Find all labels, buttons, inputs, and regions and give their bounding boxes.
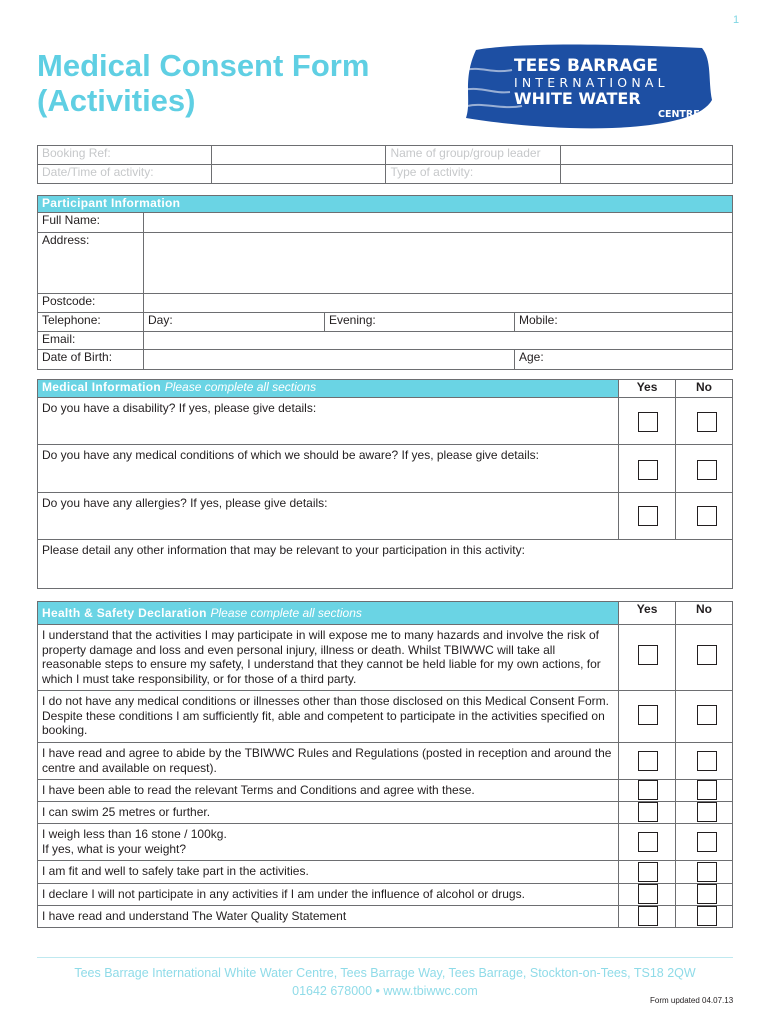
logo-line2: INTERNATIONAL xyxy=(514,75,669,90)
health-s6: I weigh less than 16 stone / 100kg. If yes, what is your weight? xyxy=(38,824,619,861)
booking-ref-field[interactable] xyxy=(211,146,386,165)
health-no-header: No xyxy=(676,602,733,625)
age-label: Age: xyxy=(519,350,544,364)
medical-table xyxy=(37,379,733,589)
dob-field[interactable] xyxy=(144,350,515,370)
health-heading: Health & Safety Declaration Please complete all sections xyxy=(38,602,619,625)
health-s1-no-checkbox[interactable] xyxy=(697,645,717,665)
health-s9: I have read and understand The Water Quality Statement xyxy=(38,906,619,928)
health-s2-yes-checkbox[interactable] xyxy=(638,705,658,725)
medical-q3: Do you have any allergies? If yes, please give details: xyxy=(38,493,619,540)
health-s9-no-checkbox[interactable] xyxy=(697,906,717,926)
logo-line4: CENTRE xyxy=(658,109,700,120)
postcode-field[interactable] xyxy=(144,294,733,313)
page-title: Medical Consent Form xyxy=(37,48,370,83)
date-time-field[interactable] xyxy=(211,165,386,184)
logo-line3: WHITE WATER xyxy=(514,89,641,108)
health-s2: I do not have any medical conditions or illnesses other than those disclosed on this Medical Consent Form. Despite these conditions I am sufficiently fit, able and competent to participate in the activities specified on booking. xyxy=(38,691,619,743)
health-s9-yes-checkbox[interactable] xyxy=(638,906,658,926)
medical-q3-yes-checkbox[interactable] xyxy=(638,506,658,526)
health-s4: I have been able to read the relevant Terms and Conditions and agree with these. xyxy=(38,780,619,802)
health-s8-no-checkbox[interactable] xyxy=(697,884,717,904)
booking-ref-label: Booking Ref: xyxy=(38,146,212,165)
page-number: 1 xyxy=(733,14,740,26)
medical-q2-no-checkbox[interactable] xyxy=(697,460,717,480)
health-table xyxy=(37,601,733,928)
medical-note: Please complete all sections xyxy=(164,380,317,394)
health-s3-no-checkbox[interactable] xyxy=(697,751,717,771)
address-field[interactable] xyxy=(144,233,733,294)
participant-heading: Participant Information xyxy=(38,196,733,213)
participant-table xyxy=(37,195,733,370)
tbiwwc-logo xyxy=(462,40,714,130)
medical-yes-header: Yes xyxy=(619,380,676,398)
day-label: Day: xyxy=(148,313,173,327)
form-updated: Form updated 04.07.13 xyxy=(650,996,734,1005)
logo-line1: TEES BARRAGE xyxy=(514,56,659,76)
activity-type-label: Type of activity: xyxy=(386,165,561,184)
footer-divider xyxy=(37,957,733,958)
medical-no-header: No xyxy=(676,380,733,398)
age-field[interactable] xyxy=(515,350,733,370)
telephone-label: Telephone: xyxy=(38,313,144,332)
postcode-label: Postcode: xyxy=(38,294,144,313)
health-s3-yes-checkbox[interactable] xyxy=(638,751,658,771)
health-s5-yes-checkbox[interactable] xyxy=(638,802,658,822)
health-s1: I understand that the activities I may participate in will expose me to many hazards and involve the risk of property damage and loss and even personal injury, illness or death. Whilst TBIWWC will take all reasonable steps to ensure my safety, I understand that they cannot be held liable for my own actions, for which I must take responsibility, or for those of a third party. xyxy=(38,625,619,691)
date-time-label: Date/Time of activity: xyxy=(38,165,212,184)
page-subtitle: (Activities) xyxy=(37,83,196,118)
medical-q1-yes-checkbox[interactable] xyxy=(638,412,658,432)
health-s4-yes-checkbox[interactable] xyxy=(638,780,658,800)
footer-address: Tees Barrage International White Water Centre, Tees Barrage Way, Tees Barrage, Stockton-on-Tees, TS18 2QW xyxy=(74,966,696,980)
medical-heading: Medical Information Please complete all sections xyxy=(38,380,619,398)
health-s6-no-checkbox[interactable] xyxy=(697,832,717,852)
evening-phone-field[interactable] xyxy=(325,313,515,332)
booking-table xyxy=(37,145,733,184)
health-s1-yes-checkbox[interactable] xyxy=(638,645,658,665)
health-s3: I have read and agree to abide by the TBIWWC Rules and Regulations (posted in reception and around the centre and available on request). xyxy=(38,743,619,780)
footer-contact: 01642 678000 • www.tbiwwc.com xyxy=(292,984,478,998)
health-s5-no-checkbox[interactable] xyxy=(697,802,717,822)
day-phone-field[interactable] xyxy=(144,313,325,332)
mobile-phone-field[interactable] xyxy=(515,313,733,332)
medical-q2: Do you have any medical conditions of which we should be aware? If yes, please give details: xyxy=(38,445,619,493)
full-name-label: Full Name: xyxy=(38,213,144,233)
health-s2-no-checkbox[interactable] xyxy=(697,705,717,725)
dob-label: Date of Birth: xyxy=(38,350,144,370)
health-s7-no-checkbox[interactable] xyxy=(697,862,717,882)
email-label: Email: xyxy=(38,332,144,350)
address-label: Address: xyxy=(38,233,144,294)
health-s5: I can swim 25 metres or further. xyxy=(38,802,619,824)
full-name-field[interactable] xyxy=(144,213,733,233)
health-s8-yes-checkbox[interactable] xyxy=(638,884,658,904)
group-leader-label: Name of group/group leader xyxy=(386,146,561,165)
health-yes-header: Yes xyxy=(619,602,676,625)
medical-q4: Please detail any other information that may be relevant to your participation in this activity: xyxy=(38,540,733,589)
health-s4-no-checkbox[interactable] xyxy=(697,780,717,800)
email-field[interactable] xyxy=(144,332,733,350)
health-s7: I am fit and well to safely take part in the activities. xyxy=(38,861,619,884)
mobile-label: Mobile: xyxy=(519,313,558,327)
evening-label: Evening: xyxy=(329,313,376,327)
activity-type-field[interactable] xyxy=(561,165,733,184)
medical-q2-yes-checkbox[interactable] xyxy=(638,460,658,480)
health-s8: I declare I will not participate in any activities if I am under the influence of alcohol or drugs. xyxy=(38,884,619,906)
health-s7-yes-checkbox[interactable] xyxy=(638,862,658,882)
medical-q3-no-checkbox[interactable] xyxy=(697,506,717,526)
medical-q1: Do you have a disability? If yes, please give details: xyxy=(38,398,619,445)
health-note: Please complete all sections xyxy=(210,606,362,620)
health-s6-yes-checkbox[interactable] xyxy=(638,832,658,852)
medical-q1-no-checkbox[interactable] xyxy=(697,412,717,432)
group-leader-field[interactable] xyxy=(561,146,733,165)
